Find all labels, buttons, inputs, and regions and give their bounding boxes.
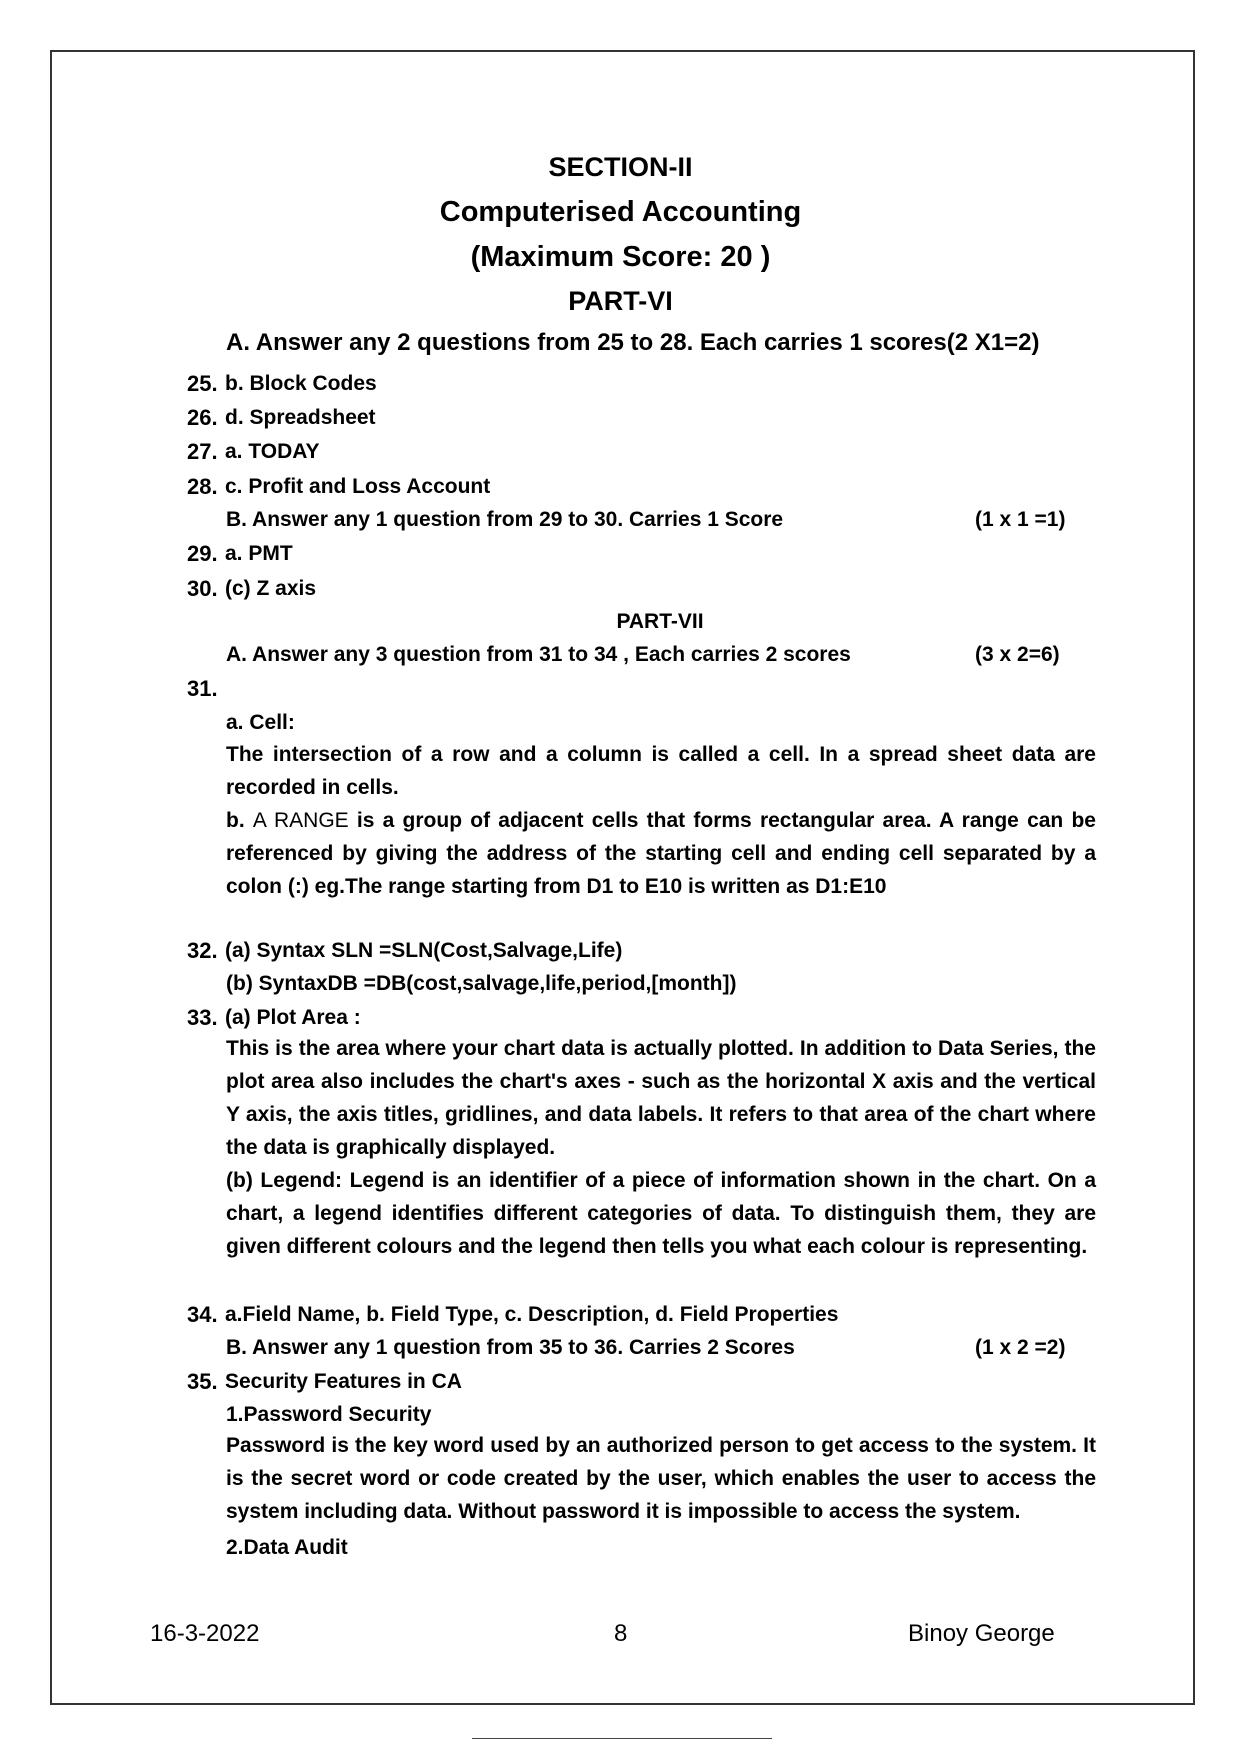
question-number: 28. (187, 474, 218, 499)
answer-text: a. TODAY (225, 440, 320, 463)
question-number: 31. (187, 676, 218, 701)
q35-item1-text: Password is the key word used by an authorized person to get access to the system. It is the secret word or code created by the user, which enables the user to access the system including data. Without password it is impossible to access the system. (226, 1434, 1096, 1523)
q33-a-text: This is the area where your chart data is actually plotted. In addition to Data Series, the plot area also includes the chart's axes - such as the horizontal X axis and the vertical Y axis, the axis titles, gridlines, and data labels. It refers to that area of the chart where the data is graphically displayed. (226, 1037, 1096, 1159)
part6-instruction-b: B. Answer any 1 question from 29 to 30. Carries 1 Score (226, 508, 784, 531)
question-number: 33. (187, 1005, 218, 1030)
part6-instruction-a: A. Answer any 2 questions from 25 to 28. Each carries 1 scores(2 X1=2) (226, 329, 1040, 356)
question-number: 30. (187, 576, 218, 601)
part-vii-title: PART-VII (616, 610, 704, 633)
part7-instruction-a: A. Answer any 3 question from 31 to 34 , Each carries 2 scores (226, 643, 851, 666)
question-number: 25. (187, 371, 218, 396)
q31-a-text: The intersection of a row and a column is called a cell. In a spread sheet data are recorded in cells. (226, 743, 1096, 799)
question-number: 27. (187, 439, 218, 464)
answer-text: (c) Z axis (225, 577, 317, 600)
section-title: SECTION-II (548, 152, 693, 182)
q33-b-text: (b) Legend: Legend is an identifier of a piece of information shown in the chart. On a chart, a legend identifies different categories of data. To distinguish them, they are given different colours and the legend then tells you what each colour is representing. (226, 1169, 1096, 1258)
q35-item2-title: 2.Data Audit (226, 1536, 348, 1559)
q31-b-term: A RANGE (252, 809, 349, 832)
part7-marks-b: (1 x 2 =2) (975, 1336, 1066, 1359)
q34-text: a.Field Name, b. Field Type, c. Description, d. Field Properties (225, 1303, 839, 1326)
q35-title: Security Features in CA (225, 1370, 462, 1393)
part6-marks-b: (1 x 1 =1) (975, 508, 1066, 531)
q31-b-paragraph (226, 804, 1096, 903)
q33-a-label: (a) Plot Area : (225, 1006, 361, 1029)
part7-marks-a: (3 x 2=6) (975, 643, 1060, 666)
part7-instruction-b: B. Answer any 1 question from 35 to 36. Carries 2 Scores (226, 1336, 795, 1359)
footer-date: 16-3-2022 (150, 1620, 260, 1647)
answer-text: b. Block Codes (225, 372, 377, 395)
part-vi-title: PART-VI (568, 286, 673, 316)
question-number: 29. (187, 541, 218, 566)
q31-a-label: a. Cell: (226, 711, 295, 734)
question-number: 34. (187, 1302, 218, 1327)
footer-author: Binoy George (908, 1620, 1055, 1647)
question-number: 32. (187, 938, 218, 963)
q35-item1-title: 1.Password Security (226, 1403, 432, 1426)
answer-text: a. PMT (225, 542, 293, 565)
bottom-rule (472, 1738, 772, 1739)
answer-text: d. Spreadsheet (225, 406, 376, 429)
question-number: 35. (187, 1369, 218, 1394)
question-number: 26. (187, 405, 218, 430)
max-score: (Maximum Score: 20 ) (470, 241, 771, 273)
answer-text: c. Profit and Loss Account (225, 475, 491, 498)
q31-b-prefix: b. (226, 809, 245, 832)
footer-page-number: 8 (614, 1620, 628, 1647)
q32-line2: (b) SyntaxDB =DB(cost,salvage,life,period,[month]) (226, 972, 737, 995)
q31-b-text: is a group of adjacent cells that forms rectangular area. A range can be referenced by giving the address of the starting cell and ending cell separated by a colon (:) eg.The range starting from D1 to E10 is written as D1:E10 (226, 809, 1096, 898)
subject-title: Computerised Accounting (439, 196, 802, 228)
q32-line1: (a) Syntax SLN =SLN(Cost,Salvage,Life) (225, 939, 623, 962)
